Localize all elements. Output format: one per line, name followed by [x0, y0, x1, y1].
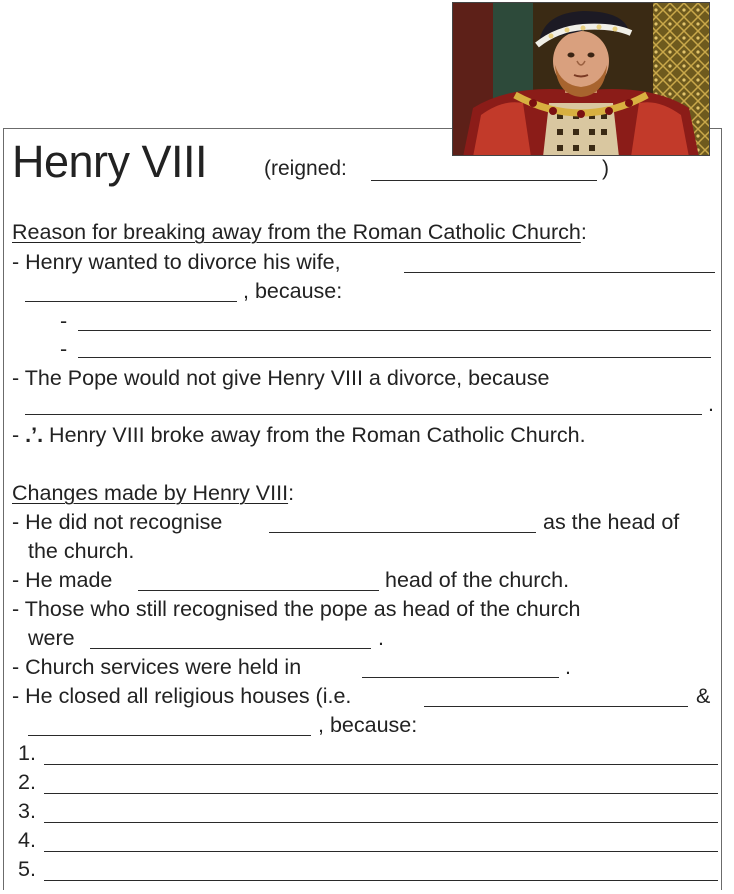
services-text: - Church services were held in — [12, 655, 302, 679]
were-text: were — [28, 626, 75, 650]
recognise-text-2: as the head of — [543, 510, 680, 534]
reigned-blank[interactable] — [371, 180, 597, 181]
because-text: , because: — [243, 279, 343, 303]
reigned-close: ) — [602, 157, 609, 180]
answer-blank-5[interactable] — [44, 880, 718, 881]
section-heading-changes: Changes made by Henry VIII: — [12, 481, 295, 505]
services-period: . — [565, 655, 571, 679]
reason-blank-2[interactable] — [78, 357, 711, 358]
closed-blank-2[interactable] — [28, 735, 311, 736]
page-title: Henry VIII — [12, 136, 208, 187]
made-text: - He made — [12, 568, 113, 592]
reason-blank-1[interactable] — [78, 330, 711, 331]
recognise-blank[interactable] — [269, 532, 536, 533]
number-1: 1. — [18, 741, 36, 765]
dash-2: - — [60, 337, 68, 361]
answer-blank-2[interactable] — [44, 793, 718, 794]
were-blank[interactable] — [90, 648, 371, 649]
wife-blank[interactable] — [404, 272, 715, 273]
closed-text: - He closed all religious houses (i.e. — [12, 684, 352, 708]
closed-blank[interactable] — [424, 706, 688, 707]
number-2: 2. — [18, 770, 36, 794]
number-3: 3. — [18, 799, 36, 823]
number-4: 4. — [18, 828, 36, 852]
wife-blank-2[interactable] — [25, 301, 237, 302]
recognise-text-3: the church. — [28, 539, 135, 563]
made-blank[interactable] — [138, 590, 379, 591]
closed-because: , because: — [318, 713, 418, 737]
answer-blank-4[interactable] — [44, 851, 718, 852]
king-portrait-icon — [452, 2, 710, 156]
therefore-line: - .’. Henry VIII broke away from the Roman Catholic Church. — [12, 423, 586, 447]
section-heading-reason: Reason for breaking away from the Roman Catholic Church: — [12, 220, 587, 244]
dash-1: - — [60, 309, 68, 333]
pope-line-text: - The Pope would not give Henry VIII a divorce, because — [12, 366, 550, 390]
pope-blank[interactable] — [25, 414, 702, 415]
services-blank[interactable] — [362, 677, 559, 678]
recognise-text: - He did not recognise — [12, 510, 223, 534]
pope-period: . — [708, 392, 714, 416]
number-5: 5. — [18, 857, 36, 881]
answer-blank-3[interactable] — [44, 822, 718, 823]
ampersand: & — [696, 684, 711, 708]
answer-blank-1[interactable] — [44, 764, 718, 765]
made-text-2: head of the church. — [385, 568, 570, 592]
were-period: . — [378, 626, 384, 650]
divorce-line-text: - Henry wanted to divorce his wife, — [12, 250, 341, 274]
those-text: - Those who still recognised the pope as head of the church — [12, 597, 581, 621]
reigned-label: (reigned: — [264, 157, 347, 180]
